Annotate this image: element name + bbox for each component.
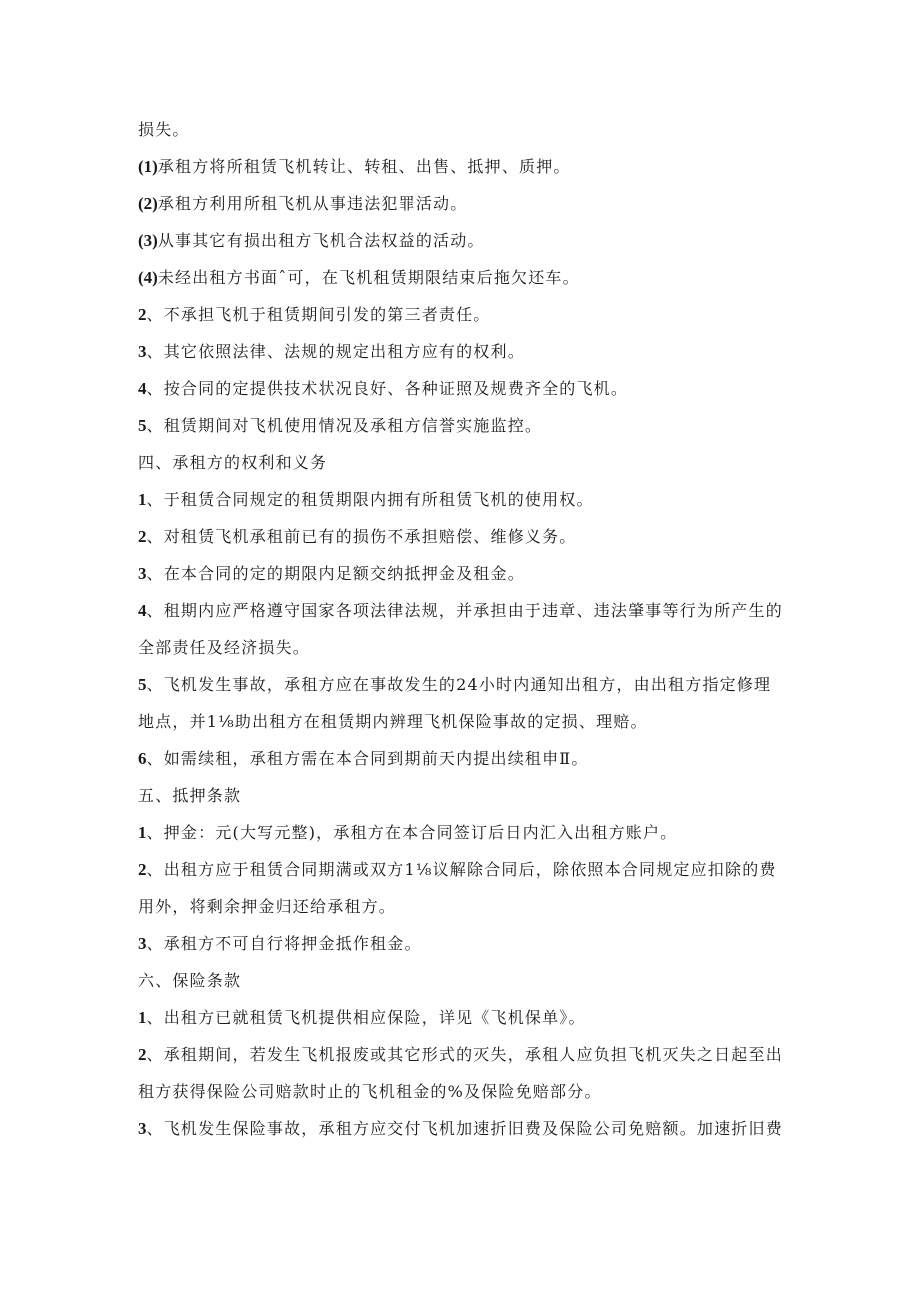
text-line: 3、承租方不可自行将押金抵作租金。 (138, 934, 422, 953)
text-line: 用外，将剩余押金归还给承租方。 (138, 897, 397, 916)
text-line: 4、按合同的定提供技术状况良好、各种证照及规费齐全的飞机。 (138, 379, 629, 398)
text-line: (1)承租方将所租赁飞机转让、转租、出售、抵押、质押。 (138, 157, 571, 176)
text-line: 6、如需续租，承租方需在本合同到期前天内提出续租申Ⅱ。 (138, 749, 589, 768)
text-line: 3、其它依照法律、法规的规定出租方应有的权利。 (138, 342, 525, 361)
text-line: 5、租赁期间对飞机使用情况及承租方信誉实施监控。 (138, 416, 543, 435)
text-line: 损失。 (138, 120, 190, 139)
text-line: 2、出租方应于租赁合同期满或双方1⅛议解除合同后，除依照本合同规定应扣除的费 (138, 860, 777, 879)
text-line: 2、对租赁飞机承租前已有的损伤不承担赔偿、维修义务。 (138, 527, 577, 546)
section-heading: 六、保险条款 (138, 971, 242, 990)
document-body (138, 111, 788, 1147)
text-line: 1、押金：元(大写元整)，承租方在本合同签订后日内汇入出租方账户。 (138, 823, 678, 842)
text-line: 1、于租赁合同规定的租赁期限内拥有所租赁飞机的使用权。 (138, 490, 594, 509)
text-line: (4)未经出租方书面ˆ可，在飞机租赁期限结束后拖欠还车。 (138, 268, 580, 287)
text-line: 1、出租方已就租赁飞机提供相应保险，详见《飞机保单》。 (138, 1008, 586, 1027)
text-line: (3)从事其它有损出租方飞机合法权益的活动。 (138, 231, 485, 250)
text-line: 2、不承担飞机于租赁期间引发的第三者责任。 (138, 305, 491, 324)
text-line: 4、租期内应严格遵守国家各项法律法规，并承担由于违章、违法肇事等行为所产生的 (138, 601, 783, 620)
text-line: 地点，并1⅛助出租方在租赁期内辨理飞机保险事故的定损、理赔。 (138, 712, 648, 731)
section-heading: 五、抵押条款 (138, 786, 242, 805)
text-line: (2)承租方利用所租飞机从事违法犯罪活动。 (138, 194, 468, 213)
section-heading: 四、承租方的权利和义务 (138, 453, 328, 472)
text-line: 租方获得保险公司赔款时止的飞机租金的%及保险免赔部分。 (138, 1082, 602, 1101)
text-line: 全部责任及经济损失。 (138, 638, 311, 657)
text-line: 3、在本合同的定的期限内足额交纳抵押金及租金。 (138, 564, 525, 583)
text-line: 2、承租期间，若发生飞机报废或其它形式的灭失，承租人应负担飞机灭失之日起至出 (138, 1045, 783, 1064)
text-line: 5、飞机发生事故，承租方应在事故发生的24小时内通知出租方，由出租方指定修理 (138, 675, 772, 694)
text-line: 3、飞机发生保险事故，承租方应交付飞机加速折旧费及保险公司免赔额。加速折旧费 (138, 1119, 783, 1138)
